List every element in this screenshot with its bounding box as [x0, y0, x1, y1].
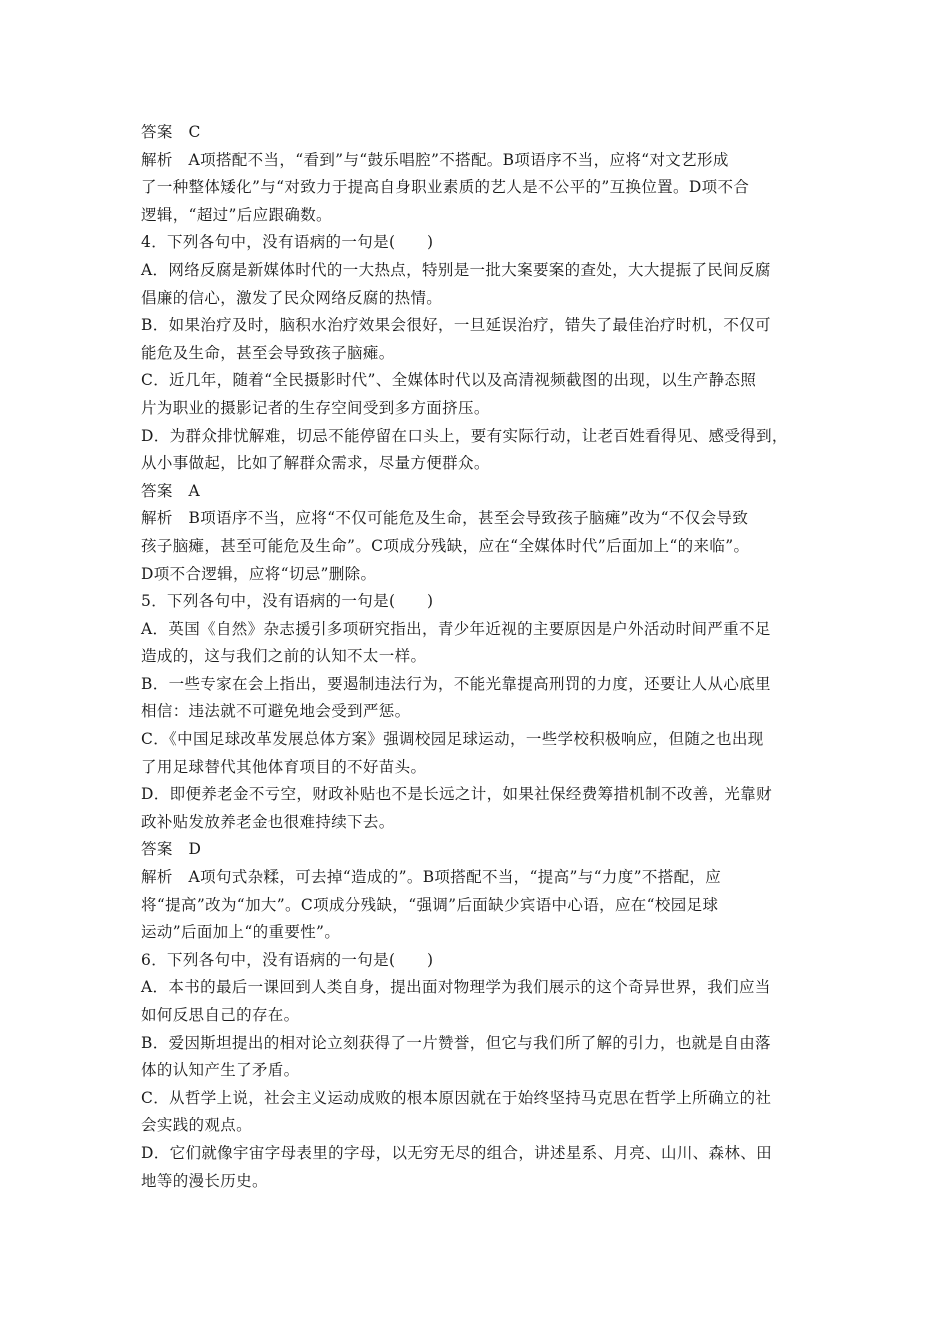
question-6-option-b-line-2: 体的认知产生了矛盾。 [141, 1061, 300, 1080]
question-4-option-b-line-2: 能危及生命，甚至会导致孩子脑瘫。 [141, 343, 395, 362]
question-5-option-d-line-2: 政补贴发放养老金也很难持续下去。 [141, 812, 395, 831]
question-4-option-b-line-1: B．如果治疗及时，脑积水治疗效果会很好，一旦延误治疗，错失了最佳治疗时机，不仅可 [141, 316, 771, 335]
analysis-5-line-3: 运动”后面加上“的重要性”。 [141, 923, 341, 942]
question-6-option-c-line-2: 会实践的观点。 [141, 1116, 252, 1135]
question-5-option-a-line-2: 造成的，这与我们之前的认知不太一样。 [141, 647, 427, 666]
answer-5: 答案 D [141, 840, 202, 859]
question-6-option-b-line-1: B．爱因斯坦提出的相对论立刻获得了一片赞誉，但它与我们所了解的引力，也就是自由落 [141, 1033, 771, 1052]
question-6-option-a-line-2: 如何反思自己的存在。 [141, 1006, 300, 1024]
question-4-stem: 4．下列各句中，没有语病的一句是( ) [141, 233, 434, 252]
question-6-option-d-line-1: D．它们就像宇宙字母表里的字母，以无穷无尽的组合，讲述星系、月亮、山川、森林、田 [141, 1143, 772, 1162]
answer-3: 答案 C [141, 123, 201, 141]
analysis-3-line-1: 解析 A项搭配不当，“看到”与“鼓乐唱腔”不搭配。B项语序不当，应将“对文艺形成 [141, 150, 729, 169]
question-4-option-d-line-2: 从小事做起，比如了解群众需求，尽量方便群众。 [141, 454, 490, 473]
analysis-3-line-2: 了一种整体矮化”与“对致力于提高自身职业素质的艺人是不公平的”互换位置。D项不合 [141, 178, 750, 197]
question-5-option-b-line-1: B．一些专家在会上指出，要遏制违法行为，不能光靠提高刑罚的力度，还要让人从心底里 [141, 674, 771, 693]
question-4-option-a-line-2: 倡廉的信心，激发了民众网络反腐的热情。 [141, 288, 443, 307]
analysis-4-line-1: 解析 B项语序不当，应将“不仅可能危及生命，甚至会导致孩子脑瘫”改为“不仅会导致 [141, 509, 749, 528]
analysis-4-line-2: 孩子脑瘫，甚至可能危及生命”。C项成分残缺，应在“全媒体时代”后面加上“的来临”。 [141, 536, 750, 555]
document-page [141, 119, 821, 1195]
answer-4: 答案 A [141, 481, 201, 500]
analysis-4-line-3: D项不合逻辑，应将“切忌”删除。 [141, 564, 377, 583]
question-5-option-d-line-1: D．即便养老金不亏空，财政补贴也不是长远之计，如果社保经费筹措机制不改善，光靠财 [141, 785, 772, 804]
question-5-option-a-line-1: A．英国《自然》杂志援引多项研究指出，青少年近视的主要原因是户外活动时间严重不足 [141, 619, 771, 638]
question-4-option-a-line-1: A．网络反腐是新媒体时代的一大热点，特别是一批大案要案的查处，大大提振了民间反腐 [141, 260, 771, 279]
question-6-stem: 6．下列各句中，没有语病的一句是( ) [141, 950, 434, 969]
question-5-option-b-line-2: 相信：违法就不可避免地会受到严惩。 [141, 702, 411, 721]
question-5-stem: 5．下列各句中，没有语病的一句是( ) [141, 592, 434, 611]
analysis-5-line-1: 解析 A项句式杂糅，可去掉“造成的”。B项搭配不当，“提高”与“力度”不搭配，应 [141, 868, 722, 887]
question-5-option-c-line-1: C．《中国足球改革发展总体方案》强调校园足球运动，一些学校积极响应，但随之也出现 [141, 730, 764, 749]
question-4-option-d-line-1: D．为群众排忧解难，切忌不能停留在口头上，要有实际行动，让老百姓看得见、感受得到， [141, 426, 788, 445]
question-6-option-a-line-1: A．本书的最后一课回到人类自身，提出面对物理学为我们展示的这个奇异世界，我们应当 [141, 978, 771, 997]
analysis-3-line-3: 逻辑，“超过”后应跟确数。 [141, 205, 332, 224]
analysis-5-line-2: 将“提高”改为“加大”。C项成分残缺，“强调”后面缺少宾语中心语，应在“校园足球 [141, 895, 719, 914]
question-6-option-d-line-2: 地等的漫长历史。 [141, 1171, 268, 1190]
question-4-option-c-line-2: 片为职业的摄影记者的生存空间受到多方面挤压。 [141, 398, 490, 417]
question-6-option-c-line-1: C．从哲学上说，社会主义运动成败的根本原因就在于始终坚持马克思在哲学上所确立的社 [141, 1088, 772, 1107]
question-4-option-c-line-1: C．近几年，随着“全民摄影时代”、全媒体时代以及高清视频截图的出现，以生产静态照 [141, 371, 757, 390]
question-5-option-c-line-2: 了用足球替代其他体育项目的不好苗头。 [141, 757, 427, 776]
